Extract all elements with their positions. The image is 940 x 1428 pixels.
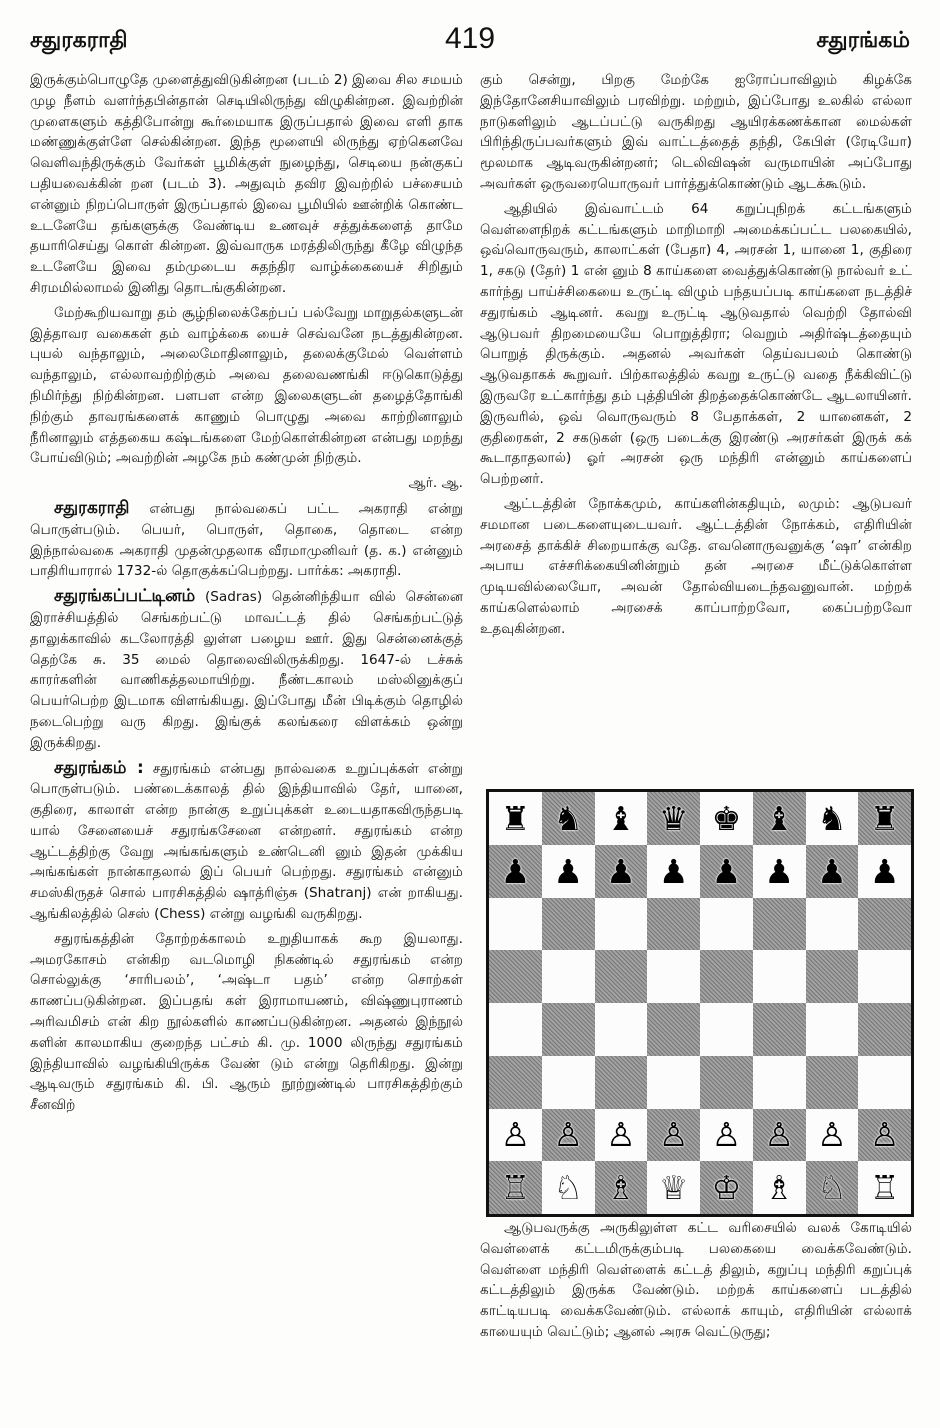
entry-sathurangam	[30, 758, 463, 925]
board-square	[595, 792, 648, 845]
chess-piece-icon: ♘	[817, 1168, 847, 1208]
entry-sathuragarathi	[30, 498, 463, 582]
board-square	[806, 950, 859, 1003]
board-square	[595, 1161, 648, 1214]
board-square	[700, 1109, 753, 1162]
board-square	[647, 1109, 700, 1162]
board-square	[858, 1109, 911, 1162]
entry-body: சதுரங்கம் என்பது நால்வகை உறுப்புக்கள் என்று பொருள்படும். பண்டைக்காலத் தில் இந்தியாவில் தேர், யானை, குதிரை, காலாள் என்ற நான்கு உறுப்புக்கள் உடையதாகவிருந்தபடி யால் சேனையைச் சதுரங்கசேனை என்றனர். சதுரங்கம் என்ற ஆட்டத்திற்கு வேறு அங்கங்களும் உண்டெனி னும் இதன் முக்கிய அங்கங்கள் நான்காதலால் இப் பெயர் பெற்றது. சதுரங்கம் என்னும் சமஸ்கிருதச் சொல் பாரசிகத்தில் ஷாத்ரிஞ்சு (Shatranj) என் றாகியது. ஆங்கிலத்தில் செஸ் (Chess) என்று வழங்கி வருகிறது.	[30, 760, 463, 923]
chess-piece-icon: ♟	[869, 851, 900, 891]
paragraph: சதுரங்கத்தின் தோற்றக்காலம் உறுதியாகக் கூற இயலாது. அமரகோசம் என்கிற வடமொழி நிகண்டில் சதுரங்கம் என்ற சொல்லுக்கு ‘சாரிபலம்’, ‘அஷ்டா பதம்’ என்ற சொற்கள் காணப்படுகின்றன. இப்பதங் கள் இராமாயணம், விஷ்ணுபுராணம் அரிவமிசம் என் கிற நூல்களில் காணப்படுகின்றன. அதனல் இந்நூல் களின் காலமாகிய குறைந்த பட்சம் கி. மு. 1000 லிருந்து சதுரங்கம் இந்தியாவில் வழங்கியிருக்க வேண் டும் என்று தெரிகிறது. இன்று ஆடிவரும் சதுரங்கம் கி. பி. ஆரும் நூற்றுண்டில் பாரசிகத்திற்கும் சீனவிற்	[30, 930, 463, 1114]
board-square	[753, 1109, 806, 1162]
chess-piece-icon: ♜	[869, 798, 900, 838]
chess-piece-icon: ♟	[817, 851, 847, 891]
chess-piece-icon: ♙	[553, 1115, 583, 1155]
chess-piece-icon: ♗	[606, 1168, 636, 1208]
board-square	[806, 1161, 859, 1214]
chess-piece-icon: ♟	[711, 851, 742, 891]
chess-piece-icon: ♝	[606, 798, 636, 838]
board-square	[542, 845, 595, 898]
board-square	[700, 898, 753, 951]
board-square	[542, 1109, 595, 1162]
board-square	[753, 1003, 806, 1056]
board-square	[753, 792, 806, 845]
board-square	[595, 1109, 648, 1162]
board-square	[595, 1056, 648, 1109]
paragraph: மேற்கூறியவாறு தம் சூழ்நிலைக்கேற்பப் பல்வேறு மாறுதல்களுடன் இத்தாவர வகைகள் தம் வாழ்க்கை யைச் செவ்வனே நடத்துகின்றன. புயல் வந்தாலும், அலைமோதினாலும், தலைக்குமேல் வெள்ளம் வந்தாலும், எல்லாவற்றிற்கும் அவை தலைவணங்கி ஈடுகொடுத்து நிமிர்ந்து நிற்கின்றன. பளபள என்ற இலைகளுடன் தழைத்தோங்கி நிற்கும் தாவரங்களைக் காணும் பொழுது அவை காற்றினாலும் நீரினாலும் எத்தகைய கஷ்டங்களை மேற்கொள்கின்றன என்பது மறந்து போய்விடும்; அவற்றின் அழகே நம் கண்முன் நிற்கும்.	[30, 304, 464, 467]
chess-piece-icon: ♙	[606, 1115, 636, 1155]
chess-piece-icon: ♟	[658, 851, 689, 891]
board-square	[647, 792, 700, 845]
chess-piece-icon: ♙	[817, 1115, 847, 1155]
chess-piece-icon: ♝	[764, 798, 794, 838]
board-square	[489, 1109, 542, 1162]
paragraph: இருக்கும்பொழுதே முளைத்துவிடுகின்றன (படம் 2) இவை சில சமயம் முழ நீளம் வளர்ந்தபின்தான் செடியிலிருந்து விழுகின்றன. இவற்றின் முளைகளும் கத்திபோன்று கூர்மையாக இருப்பதால் இவை எளி தாக மண்ணுக்குள்ளே செல்கின்றன. இந்த மூளையி லிருந்து ஏற்கெனவே வெளிவந்திருக்கும் வேர்கள் பூமிக்குள் நுழைந்து, செடியை நன்குகப் பதியவைக்கின் றன (படம் 3). அதுவும் தவிர இவற்றில் பச்சையம் என்னும் நிறப்பொருள் இருப்பதால் இவை பூமியில் ஊன்றிக் கொண்ட உடனேயே தங்களுக்கு வேண்டிய உணவுச் சத்துக்களைத் தாமே தயாரிசெய்து கொள் கின்றன. இவ்வாருக மரத்திலிருந்து கீழே விழுந்த உடனேயே இவை தம்முடைய சுதந்திர வாழ்க்கையைச் சிறிதும் சிரமமில்லாமல் இனிது தொடங்குகின்றன.	[30, 72, 463, 296]
chess-piece-icon: ♟	[764, 851, 794, 891]
page-header	[30, 22, 910, 62]
left-column	[30, 70, 463, 1120]
paragraph: ஆதியில் இவ்வாட்டம் 64 கறுப்புநிறக் கட்டங்களும் வெள்ளைநிறக் கட்டங்களும் மாறிமாறி அமைக்கப்பட்ட பலகையில், ஒவ்வொருவரும், காலாட்கள் (பேதா) 4, அரசன் 1, யானை 1, குதிரை 1, சகடு (தேர்) 1 என் னும் 8 காய்களை வைத்துக்கொண்டு நால்வர் உட் கார்ந்து பாய்ச்சிகையை உருட்டி விழும் பந்தயப்படி காய்களை நடத்திச் சதுரங்கம் ஆடினர். கவறு உருட்டி ஆடுவதால் வெற்றி தோல்வி ஆடுபவர் திறமையையே பொறுத்திரா; வெறும் அதிர்ஷ்டத்தையும் பொறுத் திருக்கும். அதனல் அவர்கள் தெய்வபலம் கொண்டு ஆடுவதாகக் கூறுவர். பிற்காலத்தில் கவறு உருட்டு வதை நீக்கிவிட்டு இருவரே உட்கார்ந்து தம் புத்தியின் திறத்தைக்கொண்டே ஆடலாயினர். இருவரில், ஒவ் வொருவரும் 8 பேதாக்கள், 2 யானைகள், 2 குதிரைகள், 2 சகடுகள் (ஒரு படைக்கு இரண்டு அரசர்கள் இருக் கக் கூடாதாதலால்) ஓர் அரசன் ஒரு மந்திரி என்னும் காய்களைப் பெற்றனர்.	[480, 200, 912, 488]
entry-sathurangapattinam	[30, 586, 463, 753]
chess-piece-icon: ♔	[711, 1168, 742, 1208]
right-column	[480, 70, 912, 644]
board-square	[542, 950, 595, 1003]
chess-piece-icon: ♗	[764, 1168, 794, 1208]
board-square	[753, 898, 806, 951]
board-square	[647, 1003, 700, 1056]
board-square	[753, 845, 806, 898]
chess-piece-icon: ♞	[553, 798, 583, 838]
chessboard	[489, 792, 911, 1214]
board-square	[542, 792, 595, 845]
board-square	[542, 1056, 595, 1109]
board-square	[700, 950, 753, 1003]
chessboard-figure	[486, 789, 914, 1217]
board-square	[806, 1056, 859, 1109]
board-square	[700, 792, 753, 845]
board-square	[595, 950, 648, 1003]
board-square	[647, 1056, 700, 1109]
chess-piece-icon: ♚	[711, 798, 742, 838]
header-right-title: சதுரங்கம்	[816, 28, 910, 53]
board-square	[489, 898, 542, 951]
board-square	[806, 1003, 859, 1056]
chess-piece-icon: ♙	[658, 1115, 689, 1155]
board-square	[489, 845, 542, 898]
board-square	[595, 898, 648, 951]
board-square	[753, 1161, 806, 1214]
chess-piece-icon: ♖	[869, 1168, 900, 1208]
board-square	[595, 1003, 648, 1056]
board-square	[489, 1003, 542, 1056]
board-square	[806, 1109, 859, 1162]
chess-piece-icon: ♙	[869, 1115, 900, 1155]
chess-piece-icon: ♙	[711, 1115, 742, 1155]
board-square	[647, 950, 700, 1003]
board-square	[753, 950, 806, 1003]
board-square	[858, 1056, 911, 1109]
board-square	[700, 1056, 753, 1109]
board-square	[700, 1003, 753, 1056]
paragraph: கும் சென்று, பிறகு மேற்கே ஐரோப்பாவிலும் கிழக்கே இந்தோனேசியாவிலும் பரவிற்று. மற்றும், இப்போது உலகில் எல்லா நாடுகளிலும் ஆடப்பட்டு வருகிறது ஆயிரக்கணக்கான மைல்கள் பிரிந்திருப்பவர்களும் இவ் வாட்டத்தைத் தந்தி, கேபிள் (ரேடியோ) மூலமாக ஆடிவருகின்றனர்; டெலிவிஷன் வருமாயின் அப்போது அவர்கள் ஒருவரையொருவர் பார்த்துக்கொண்டும் ஆடக்கூடும்.	[480, 72, 912, 192]
board-square	[753, 1056, 806, 1109]
chess-piece-icon: ♞	[817, 798, 847, 838]
chess-piece-icon: ♘	[553, 1168, 583, 1208]
chess-piece-icon: ♛	[658, 798, 689, 838]
board-square	[542, 1003, 595, 1056]
board-square	[858, 898, 911, 951]
board-square	[806, 845, 859, 898]
entry-title: சதுரங்கம் :	[54, 757, 144, 778]
board-square	[647, 845, 700, 898]
chess-piece-icon: ♟	[606, 851, 636, 891]
chess-piece-icon: ♖	[500, 1168, 531, 1208]
board-square	[806, 898, 859, 951]
board-square	[858, 1003, 911, 1056]
author-initials: ஆர். ஆ.	[408, 475, 463, 492]
board-square	[700, 845, 753, 898]
chess-piece-icon: ♜	[500, 798, 531, 838]
board-square	[489, 1161, 542, 1214]
board-square	[647, 1161, 700, 1214]
board-square	[858, 845, 911, 898]
paragraph: ஆட்டத்தின் நோக்கமும், காய்களின்கதியும், லமும்: ஆடுபவர் சமமான படைகளையுடையவர். ஆட்டத்தின் நோக்கம், எதிரியின் அரசைத் தாக்கிச் சிறையாக்கு வதே. எவனொருவனுக்கு ‘ஷா’ என்கிற அபாய எச்சரிக்கையினின்றும் தன் அரசை மீட்டுக்கொள்ள முடியவில்லையோ, அவன் தோல்வியடைந்தவனுவான். மற்றக் காய்களெல்லாம் அரசைக் காப்பாற்றவோ, கைப்பற்றவோ உதவுகின்றன.	[480, 495, 912, 637]
chess-piece-icon: ♙	[764, 1115, 794, 1155]
board-square	[858, 950, 911, 1003]
chess-piece-icon: ♕	[658, 1168, 689, 1208]
board-square	[700, 1161, 753, 1214]
board-square	[489, 950, 542, 1003]
board-square	[858, 1161, 911, 1214]
board-square	[542, 898, 595, 951]
entry-title: சதுரங்கப்பட்டினம்	[54, 586, 196, 607]
paragraph: ஆடுபவருக்கு அருகிலுள்ள கட்ட வரிசையில் வலக் கோடியில் வெள்ளைக் கட்டமிருக்கும்படி பலகையை வைக்கவேண்டும். வெள்ளை மந்திரி வெள்ளைக் கட்டத் திலும், கறுப்பு மந்திரி கறுப்புக் கட்டத்திலும் இருக்க வேண்டும். மற்றக் காய்களைப் படத்தில் காட்டியபடி வைக்கவேண்டும். எல்லாக் காயும், எதிரியின் எல்லாக் காயையும் வெட்டும்; ஆனல் அரசு வெட்டுருது;	[480, 1220, 912, 1340]
page-number: 419	[444, 22, 496, 55]
entry-title: சதுரகராதி	[54, 497, 130, 518]
board-square	[542, 1161, 595, 1214]
board-square	[489, 1056, 542, 1109]
right-column-continued	[480, 1218, 912, 1343]
board-square	[489, 792, 542, 845]
board-square	[647, 898, 700, 951]
chess-piece-icon: ♙	[500, 1115, 531, 1155]
header-left-title: சதுரகராதி	[30, 28, 128, 53]
board-square	[595, 845, 648, 898]
board-square	[806, 792, 859, 845]
entry-body: (Sadras) தென்னிந்தியா வில் சென்னை இராச்சியத்தில் செங்கற்பட்டு மாவட்டத் தில் செங்கற்பட்டுத் தாலுக்காவில் கடலோரத்தி லுள்ள பழைய ஊர். இது சென்னைக்குத் தெற்கே சு. 35 மைல் தொலைவிலிருக்கிறது. 1647-ல் டச்சுக் காரர்களின் வாணிகத்தலமாயிற்று. நீண்டகாலம் மஸ்லினுக்குப் பெயர்பெற்ற இடமாக விளங்கியது. இப்போது மீன் பிடிக்கும் தொழில் நடைபெற்று வரு கிறது. இங்குக் கலங்கரை விளக்கம் ஒன்று இருக்கிறது.	[30, 589, 463, 751]
chess-piece-icon: ♟	[553, 851, 583, 891]
board-square	[858, 792, 911, 845]
chess-piece-icon: ♟	[500, 851, 531, 891]
entry-body: என்பது நால்வகைப் பட்ட அகராதி என்று பொருள்படும். பெயர், பொருள், தொகை, தொடை என்ற இந்நால்வகை அகராதி முதன்முதலாக வீரமாமுனிவர் (த. க.) என்னும் பாதிரியாரால் 1732-ல் தொகுக்கப்பெற்றது. பார்க்க: அகராதி.	[30, 500, 463, 580]
